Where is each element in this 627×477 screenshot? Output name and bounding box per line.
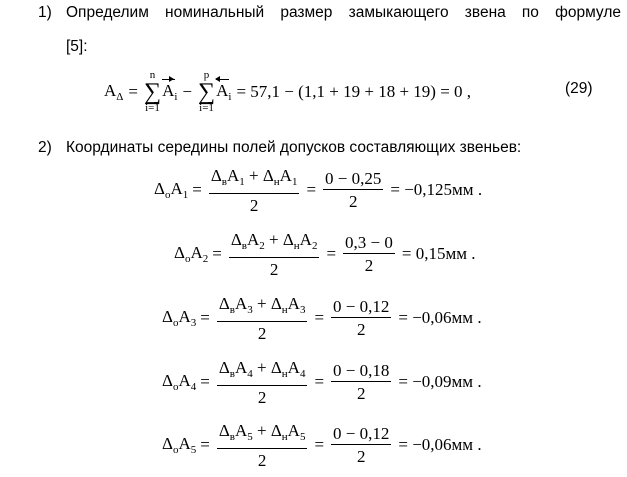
formula-equals: = (314, 435, 325, 454)
formula-symbolic-fraction: $\frac{\Delta_вA_2 + \Delta_нA_2}{2}$ (230, 229, 318, 279)
item1-number: 1) (38, 4, 52, 21)
eq29-rhs: = 57,1 − (1,1 + 19 + 18 + 19) = 0 , (236, 82, 472, 101)
formula-numeric-fraction: $\frac{0 - 0,12}{2}$ (333, 424, 390, 466)
tolerance-center-formula-4 (162, 358, 482, 406)
formula-numeric-fraction: $\frac{0 - 0,18}{2}$ (333, 361, 390, 403)
formula-lhs: $\Delta_оA_5$ (162, 434, 197, 456)
formula-lhs: $\Delta_оA_4$ (162, 371, 197, 393)
formula-symbolic-fraction: $\frac{\Delta_вA_4 + \Delta_нA_4}{2}$ (218, 357, 306, 407)
formula-equals: = (192, 180, 202, 199)
formula-equals: = (314, 308, 325, 327)
eq29-minus: − (182, 82, 192, 101)
formula-result: = 0,15мм . (401, 244, 476, 263)
equation-29 (104, 68, 471, 116)
formula-lhs: $\Delta_оA_3$ (162, 307, 197, 329)
formula-equals: = (306, 180, 317, 199)
eq29-sum1: n ∑ i=1 (143, 69, 162, 114)
formula-result: = −0,125мм . (390, 180, 483, 199)
formula-equals: = (212, 244, 222, 263)
formula-symbolic-fraction: $\frac{\Delta_вA_3 + \Delta_нA_3}{2}$ (218, 293, 306, 343)
eq29-term1: $A_i$ (162, 81, 178, 103)
formula-numeric-fraction: $\frac{0,3 - 0}{2}$ (345, 233, 393, 275)
formula-equals: = (200, 308, 210, 327)
formula-equals: = (326, 244, 337, 263)
formula-numeric-fraction: $\frac{0 - 0,25}{2}$ (325, 169, 382, 211)
formula-equals: = (314, 372, 325, 391)
formula-lhs: $\Delta_оA_2$ (174, 243, 209, 265)
formula-symbolic-fraction: $\frac{\Delta_вA_1 + \Delta_нA_1}{2}$ (210, 165, 298, 215)
tolerance-center-formula-5 (162, 421, 482, 469)
formula-lhs: $\Delta_оA_1$ (154, 179, 189, 201)
formula-result: = −0,09мм . (398, 372, 482, 391)
formula-numeric-fraction: $\frac{0 - 0,12}{2}$ (333, 297, 390, 339)
eq29-sum2: p ∑ i=1 (198, 69, 216, 114)
formula-result: = −0,06мм . (398, 435, 482, 454)
tolerance-center-formula-2 (174, 230, 475, 278)
formula-equals: = (200, 435, 210, 454)
item1-text-line2: [5]: (66, 38, 88, 55)
item2-number: 2) (38, 139, 52, 156)
eq29-equals: = (128, 82, 138, 101)
tolerance-center-formula-1 (154, 166, 482, 214)
item1-text-line1: Определим номинальный размер замыкающего звена по формуле (66, 4, 621, 21)
formula-equals: = (200, 372, 210, 391)
item2-text: Координаты середины полей допусков составляющих звеньев: (66, 139, 522, 156)
formula-symbolic-fraction: $\frac{\Delta_вA_5 + \Delta_нA_5}{2}$ (218, 420, 306, 470)
eq29-term2: $A_i$ (216, 81, 232, 103)
tolerance-center-formula-3 (162, 294, 482, 342)
eq29-lhs: $A_\Delta$ (104, 81, 124, 103)
eq29-number: (29) (565, 80, 593, 97)
formula-result: = −0,06мм . (398, 308, 482, 327)
